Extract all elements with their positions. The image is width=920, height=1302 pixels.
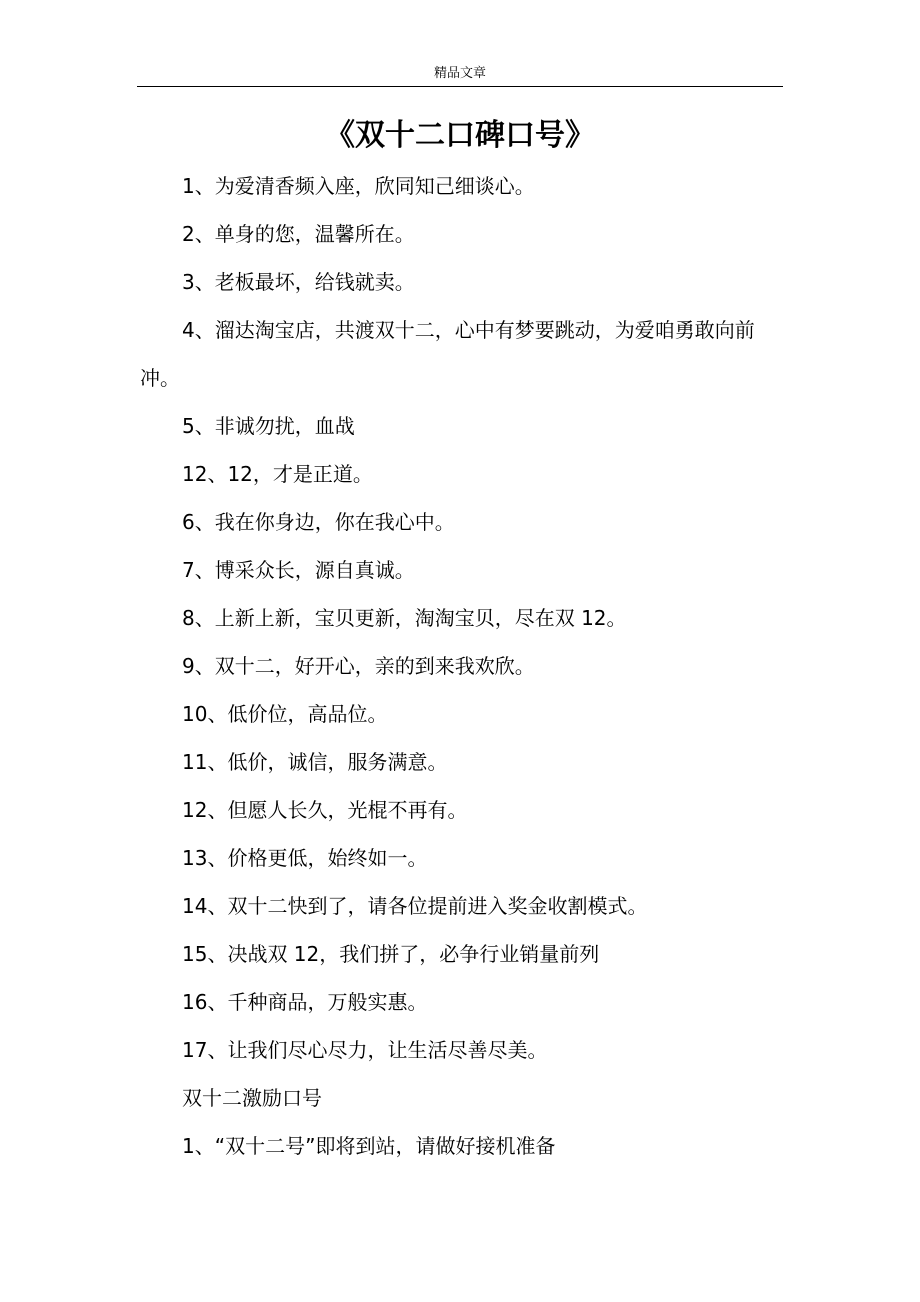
slogan-paragraph: 4、溜达淘宝店，共渡双十二，心中有梦要跳动，为爱咱勇敢向前冲。 <box>140 318 755 390</box>
slogan-paragraph: 2、单身的您，温馨所在。 <box>182 222 415 246</box>
slogan-paragraph: 5、非诚勿扰，血战 <box>182 414 355 438</box>
page-header <box>137 62 783 87</box>
slogan-paragraph: 11、低价，诚信，服务满意。 <box>182 750 448 774</box>
document-body <box>140 162 782 1170</box>
slogan-paragraph: 7、博采众长，源自真诚。 <box>182 558 415 582</box>
slogan-paragraph: 1、为爱清香频入座，欣同知己细谈心。 <box>182 174 535 198</box>
section-heading: 双十二激励口号 <box>182 1086 322 1110</box>
slogan-paragraph: 17、让我们尽心尽力，让生活尽善尽美。 <box>182 1038 548 1062</box>
slogan-paragraph: 12、但愿人长久，光棍不再有。 <box>182 798 468 822</box>
slogan-paragraph: 3、老板最坏，给钱就卖。 <box>182 270 415 294</box>
slogan-paragraph: 8、上新上新，宝贝更新，淘淘宝贝，尽在双 12。 <box>182 606 627 630</box>
header-text: 精品文章 <box>433 66 486 81</box>
slogan-paragraph: 15、决战双 12，我们拼了，必争行业销量前列 <box>182 942 600 966</box>
slogan-paragraph: 12、12，才是正道。 <box>182 462 373 486</box>
slogan-paragraph: 1、“双十二号”即将到站，请做好接机准备 <box>182 1134 556 1158</box>
slogan-paragraph: 6、我在你身边，你在我心中。 <box>182 510 455 534</box>
slogan-paragraph: 10、低价位，高品位。 <box>182 702 388 726</box>
document-title: 《双十二口碑口号》 <box>325 118 595 153</box>
slogan-paragraph: 9、双十二，好开心，亲的到来我欢欣。 <box>182 654 535 678</box>
slogan-paragraph: 13、价格更低，始终如一。 <box>182 846 428 870</box>
slogan-paragraph: 16、千种商品，万般实惠。 <box>182 990 428 1014</box>
slogan-paragraph: 14、双十二快到了，请各位提前进入奖金收割模式。 <box>182 894 648 918</box>
